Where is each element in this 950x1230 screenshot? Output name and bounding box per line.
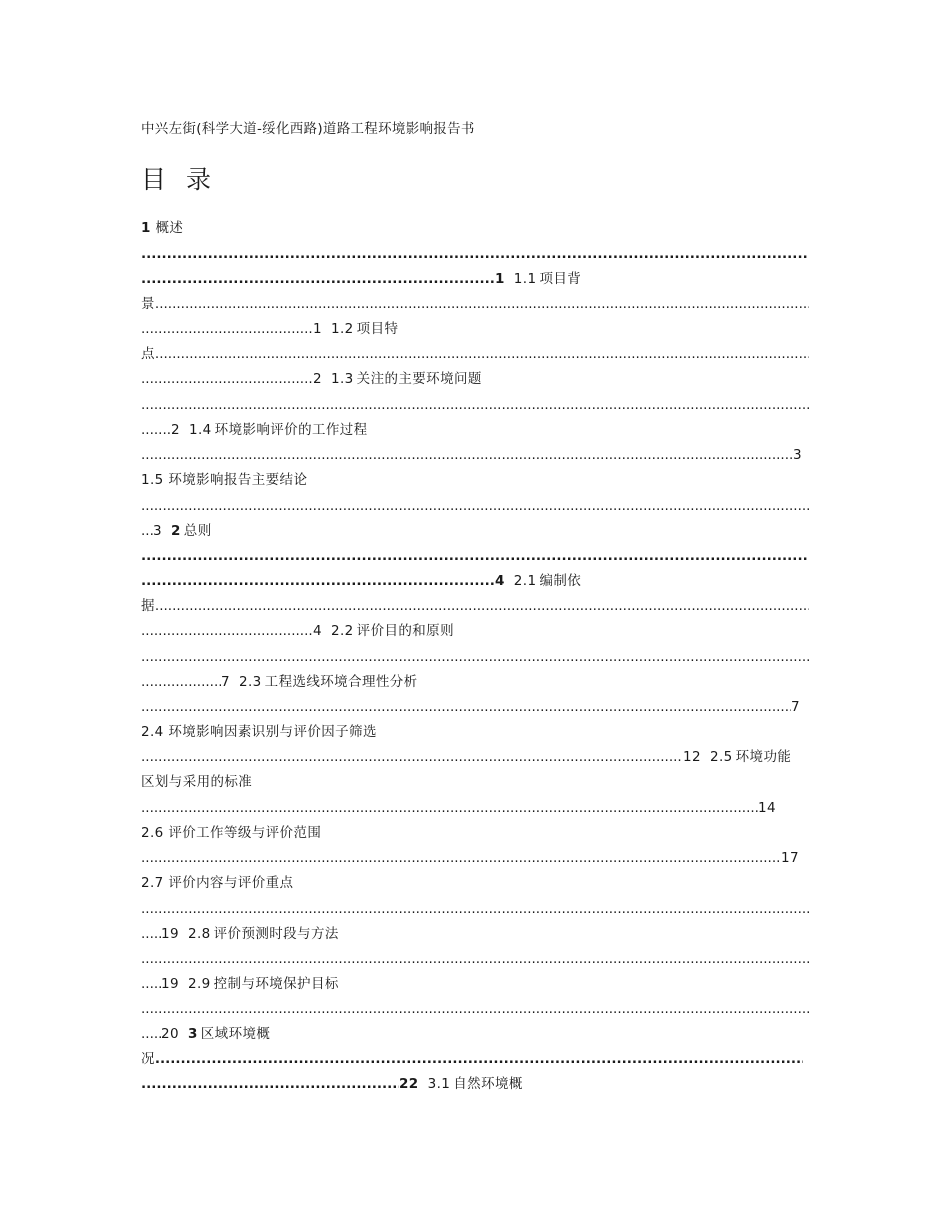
toc-line[interactable]	[141, 846, 811, 871]
leader-dots	[141, 242, 807, 267]
toc-entry-label: 区划与采用的标准	[141, 774, 253, 790]
toc-page-number: 4	[313, 623, 322, 639]
toc-page-number: 19	[161, 976, 179, 992]
leader-dots	[141, 519, 153, 544]
toc-page-number: 22	[399, 1076, 419, 1092]
leader-dots	[155, 292, 809, 317]
toc-page-number: 7	[221, 674, 230, 690]
leader-dots	[155, 342, 809, 367]
toc-line	[141, 594, 811, 619]
leader-dots	[141, 695, 791, 720]
toc-entry-label: 评价预测时段与方法	[213, 926, 339, 942]
toc-entry-label: 2.7 评价内容与评价重点	[141, 875, 294, 891]
toc-leader-line	[141, 947, 811, 972]
toc-entry-label: 项目特	[356, 321, 399, 337]
toc-line	[141, 342, 811, 367]
toc-leader-line	[141, 393, 811, 418]
toc-page-number: 3	[153, 523, 162, 539]
leader-dots	[141, 494, 809, 519]
toc-entry-label: 工程选线环境合理性分析	[264, 674, 418, 690]
toc-line[interactable]	[141, 972, 811, 997]
toc-line[interactable]	[141, 569, 811, 594]
toc-entry-label: 概述	[150, 220, 184, 236]
toc-leader-line	[141, 997, 811, 1022]
toc-entry-label: 2.4 环境影响因素识别与评价因子筛选	[141, 724, 377, 740]
leader-dots	[141, 645, 809, 670]
toc-line[interactable]	[141, 745, 811, 770]
toc-entry-label: 据	[141, 598, 155, 614]
toc-page-number: 14	[758, 800, 776, 816]
toc-leader-line	[141, 544, 811, 569]
leader-dots	[141, 569, 495, 594]
toc-line[interactable]	[141, 796, 811, 821]
toc-page-number: 3	[793, 447, 802, 463]
toc-line[interactable]	[141, 695, 811, 720]
toc-entry-label: 景	[141, 296, 155, 312]
leader-dots	[141, 745, 683, 770]
toc-page-number: 2	[171, 422, 180, 438]
toc-line[interactable]	[141, 443, 811, 468]
toc-leader-line	[141, 242, 811, 267]
toc-entry-number: 3.1	[427, 1076, 451, 1092]
toc-entry-number: 2.8	[187, 926, 211, 942]
leader-dots	[141, 670, 221, 695]
toc-entry-label: 评价目的和原则	[356, 623, 454, 639]
toc-entry-number: 2.9	[187, 976, 211, 992]
toc-entry-label: 编制依	[539, 573, 582, 589]
toc-entry-number: 2.2	[331, 623, 354, 639]
toc-line[interactable]	[141, 267, 811, 292]
toc-entry-label: 自然环境概	[453, 1076, 523, 1092]
leader-dots	[141, 544, 807, 569]
toc-title: 目 录	[141, 165, 217, 194]
toc-entry-number: 2.1	[513, 573, 537, 589]
leader-dots	[155, 594, 809, 619]
toc-line[interactable]	[141, 720, 811, 745]
leader-dots	[141, 317, 313, 342]
toc-entry-label: 环境功能	[735, 749, 792, 765]
toc-entry-label: 区域环境概	[200, 1026, 271, 1042]
leader-dots	[141, 1072, 399, 1097]
leader-dots	[141, 846, 781, 871]
toc-page-number: 19	[161, 926, 179, 942]
leader-dots	[141, 267, 495, 292]
toc-line[interactable]	[141, 418, 811, 443]
toc-leader-line	[141, 494, 811, 519]
leader-dots	[141, 997, 809, 1022]
leader-dots	[141, 443, 793, 468]
toc-line[interactable]	[141, 821, 811, 846]
leader-dots	[141, 367, 313, 392]
toc-entry-number: 1.1	[513, 271, 537, 287]
toc-entry-label: 项目背	[539, 271, 582, 287]
toc-entry-number: 1.2	[331, 321, 354, 337]
leader-dots	[141, 972, 161, 997]
leader-dots	[141, 947, 809, 972]
toc-line	[141, 1047, 811, 1072]
toc-entry-number: 2.3	[239, 674, 262, 690]
toc-line[interactable]	[141, 468, 811, 493]
toc-page-number: 20	[161, 1026, 179, 1042]
toc-line[interactable]	[141, 1072, 811, 1097]
toc-entry-number: 2	[171, 523, 181, 539]
toc-page-number: 4	[495, 573, 505, 589]
toc-page-number: 12	[683, 749, 701, 765]
toc-line[interactable]	[141, 1022, 811, 1047]
toc-page-number: 7	[791, 699, 800, 715]
leader-dots	[141, 897, 809, 922]
toc-entry-number: 1.3	[331, 371, 354, 387]
toc-leader-line	[141, 897, 811, 922]
toc-page-number: 1	[313, 321, 322, 337]
toc-entry-label: 控制与环境保护目标	[213, 976, 339, 992]
toc-line[interactable]	[141, 670, 811, 695]
document-header: 中兴左街(科学大道-绥化西路)道路工程环境影响报告书	[141, 121, 475, 137]
toc-entry-number: 2.5	[709, 749, 733, 765]
toc-line	[141, 770, 811, 795]
toc-line[interactable]	[141, 367, 811, 392]
leader-dots	[141, 796, 758, 821]
toc-leader-line	[141, 645, 811, 670]
toc-entry-label: 况	[141, 1051, 155, 1067]
toc-line[interactable]	[141, 619, 811, 644]
toc-entry-number: 1	[141, 220, 151, 236]
toc-entry-label: 总则	[183, 523, 212, 539]
leader-dots	[141, 619, 313, 644]
leader-dots	[141, 922, 161, 947]
toc-page-number: 17	[781, 850, 799, 866]
toc-entry-label: 1.5 环境影响报告主要结论	[141, 472, 308, 488]
leader-dots	[141, 393, 809, 418]
toc-line[interactable]	[141, 216, 811, 241]
toc-entry-label: 环境影响评价的工作过程	[214, 422, 368, 438]
toc-entry-number: 3	[187, 1026, 198, 1042]
toc-entry-label: 点	[141, 346, 155, 362]
toc-line	[141, 292, 811, 317]
toc-entry-number: 1.4	[189, 422, 212, 438]
toc-line[interactable]	[141, 317, 811, 342]
leader-dots	[141, 1022, 161, 1047]
toc-entry-label: 2.6 评价工作等级与评价范围	[141, 825, 322, 841]
toc-line[interactable]	[141, 871, 811, 896]
toc-line[interactable]	[141, 519, 811, 544]
toc-page-number: 2	[313, 371, 322, 387]
toc-entry-label: 关注的主要环境问题	[356, 371, 482, 387]
leader-dots	[141, 418, 171, 443]
toc-page-number: 1	[495, 271, 505, 287]
leader-dots	[155, 1047, 803, 1072]
toc-line[interactable]	[141, 922, 811, 947]
